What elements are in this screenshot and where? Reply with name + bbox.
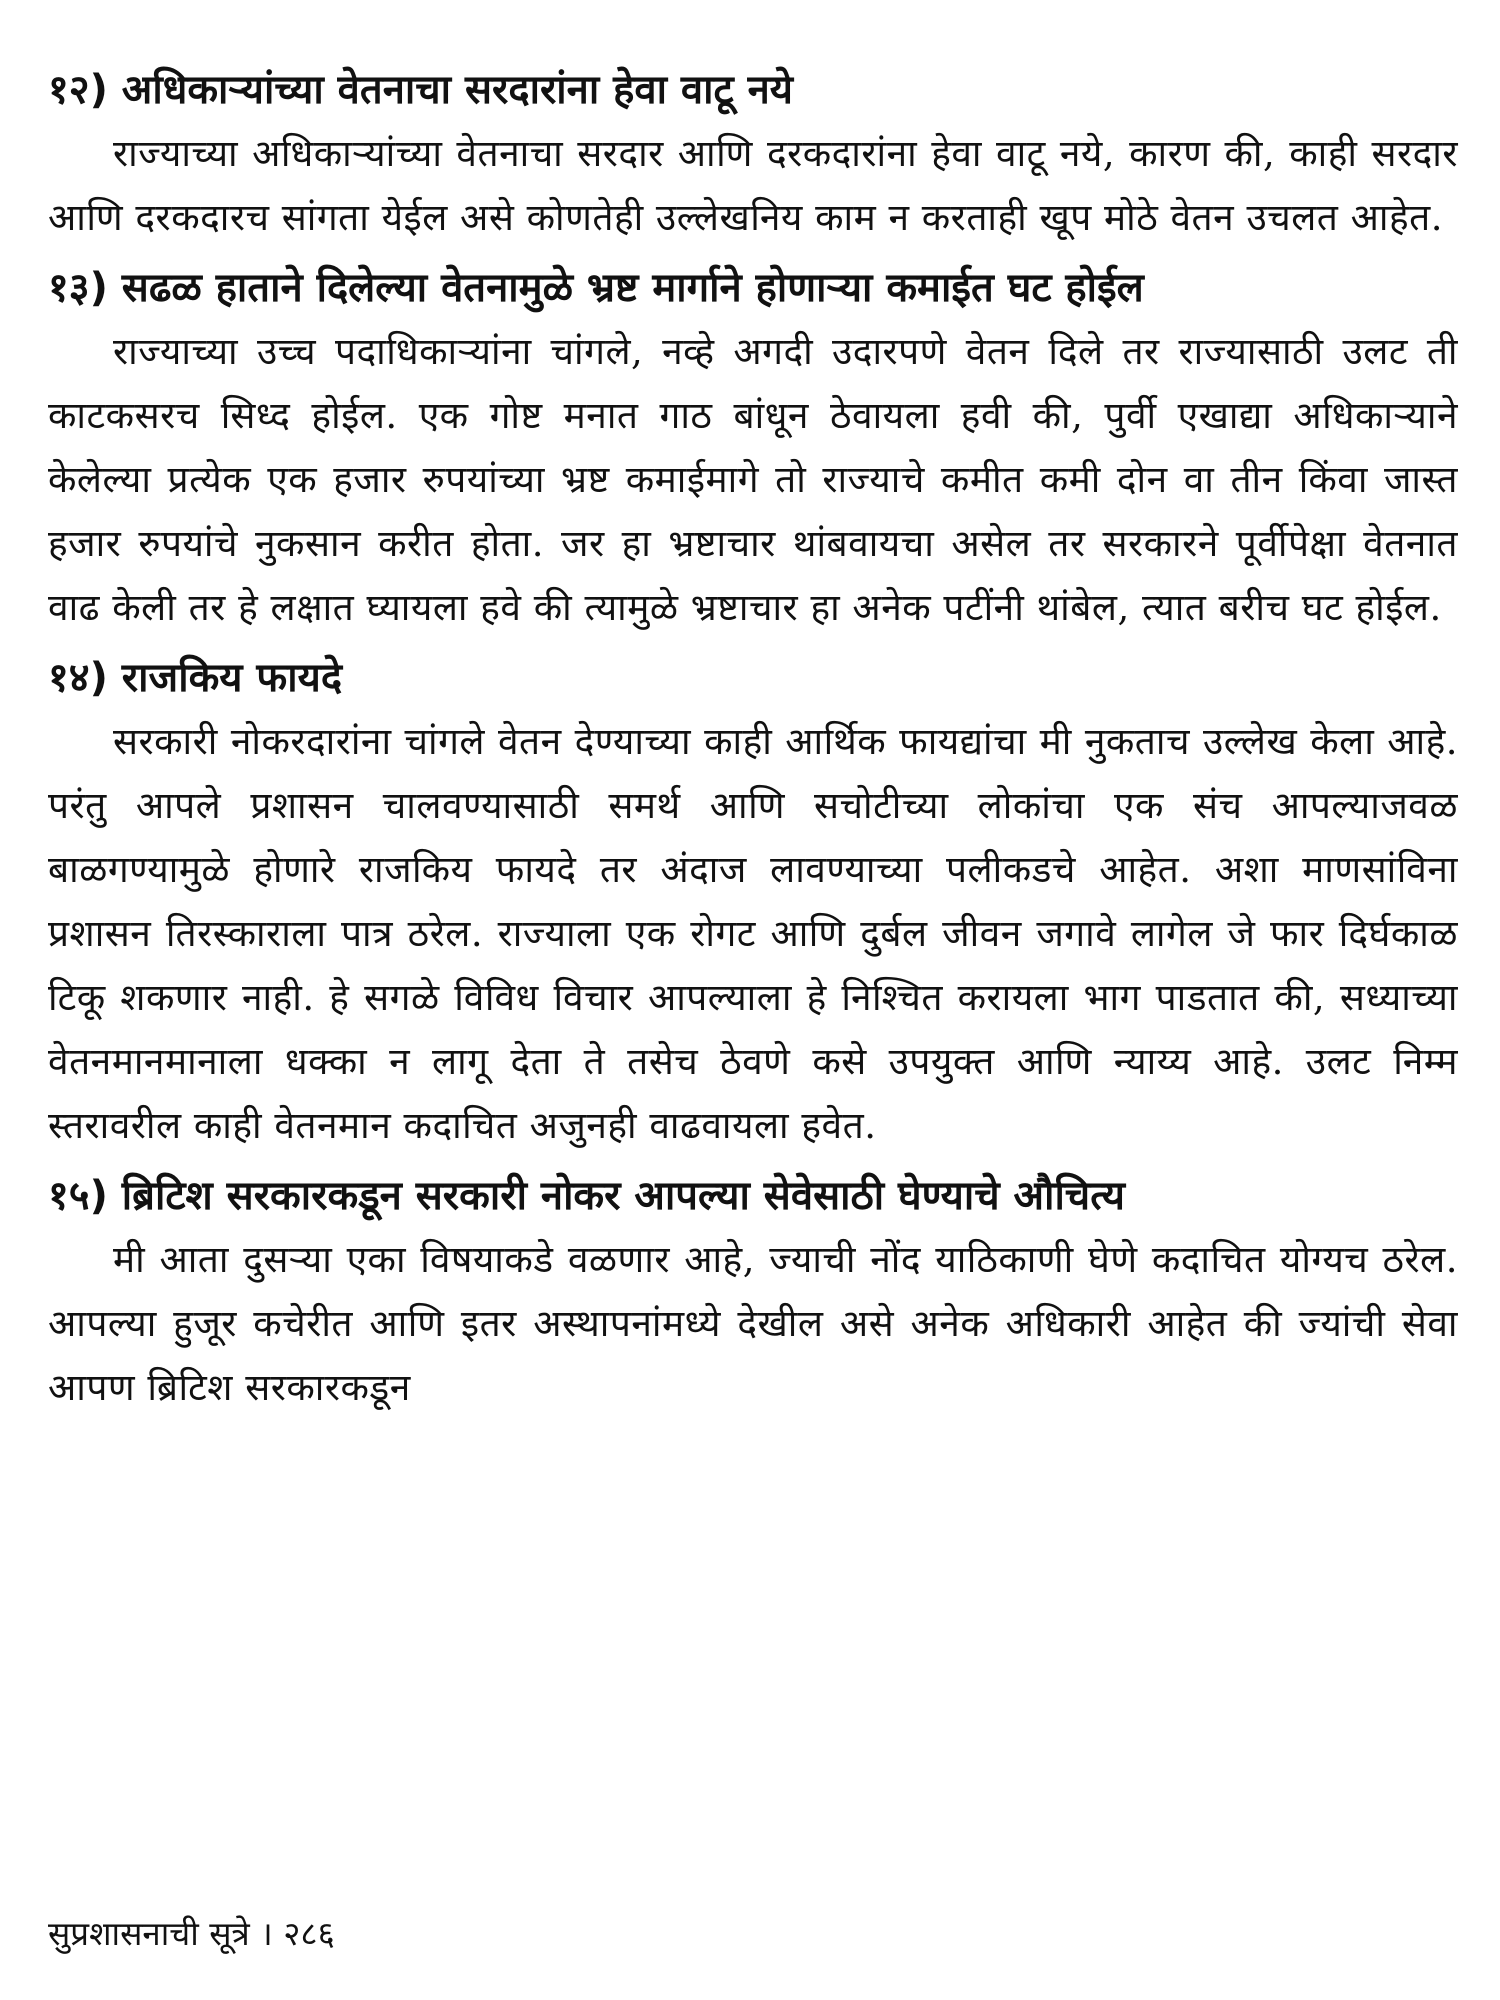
section-15 <box>48 1164 1458 1420</box>
section-14 <box>48 646 1458 1158</box>
section-paragraph: सरकारी नोकरदारांना चांगले वेतन देण्याच्या काही आर्थिक फायद्यांचा मी नुकताच उल्लेख केला आहे. परंतु आपले प्रशासन चालवण्यासाठी समर्थ आणि सचोटीच्या लोकांचा एक संच आपल्याजवळ बाळगण्यामुळे होणारे राजकिय फायदे तर अंदाज लावण्याच्या पलीकडचे आहेत. अशा माणसांविना प्रशासन तिरस्काराला पात्र ठरेल. राज्याला एक रोगट आणि दुर्बल जीवन जगावे लागेल जे फार दिर्घकाळ टिकू शकणार नाही. हे सगळे विविध विचार आपल्याला हे निश्चित करायला भाग पाडतात की, सध्याच्या वेतनमानमानाला धक्का न लागू देता ते तसेच ठेवणे कसे उपयुक्त आणि न्याय्य आहे. उलट निम्म स्तरावरील काही वेतनमान कदाचित अजुनही वाढवायला हवेत. <box>48 720 1458 1147</box>
section-paragraph: राज्याच्या अधिकाऱ्यांच्या वेतनाचा सरदार आणि दरकदारांना हेवा वाटू नये, कारण की, काही सरदार आणि दरकदारच सांगता येईल असे कोणतेही उल्लेखनिय काम न करताही खूप मोठे वेतन उचलत आहेत. <box>48 132 1458 239</box>
section-heading: १४) राजकिय फायदे <box>48 655 343 701</box>
page-body <box>48 58 1458 1948</box>
section-heading: १३) सढळ हाताने दिलेल्या वेतनामुळे भ्रष्ट मार्गाने होणाऱ्या कमाईत घट होईल <box>48 265 1144 311</box>
section-paragraph: मी आता दुसऱ्या एका विषयाकडे वळणार आहे, ज्याची नोंद याठिकाणी घेणे कदाचित योग्यच ठरेल. आपल्या हुजूर कचेरीत आणि इतर अस्थापनांमध्ये देखील असे अनेक अधिकारी आहेत की ज्यांची सेवा आपण ब्रिटिश सरकारकडून <box>48 1238 1458 1409</box>
section-12 <box>48 58 1458 250</box>
section-13 <box>48 256 1458 640</box>
section-heading: १२) अधिकाऱ्यांच्या वेतनाचा सरदारांना हेवा वाटू नये <box>48 67 793 113</box>
section-paragraph: राज्याच्या उच्च पदाधिकाऱ्यांना चांगले, नव्हे अगदी उदारपणे वेतन दिले तर राज्यासाठी उलट ती काटकसरच सिध्द होईल. एक गोष्ट मनात गाठ बांधून ठेवायला हवी की, पुर्वी एखाद्या अधिकाऱ्याने केलेल्या प्रत्येक एक हजार रुपयांच्या भ्रष्ट कमाईमागे तो राज्याचे कमीत कमी दोन वा तीन किंवा जास्त हजार रुपयांचे नुकसान करीत होता. जर हा भ्रष्टाचार थांबवायचा असेल तर सरकारने पूर्वीपेक्षा वेतनात वाढ केली तर हे लक्षात घ्यायला हवे की त्यामुळे भ्रष्टाचार हा अनेक पटींनी थांबेल, त्यात बरीच घट होईल. <box>48 330 1458 629</box>
page-footer: सुप्रशासनाची सूत्रे । २८६ <box>48 1914 335 1953</box>
section-heading: १५) ब्रिटिश सरकारकडून सरकारी नोकर आपल्या सेवेसाठी घेण्याचे औचित्य <box>48 1173 1126 1219</box>
